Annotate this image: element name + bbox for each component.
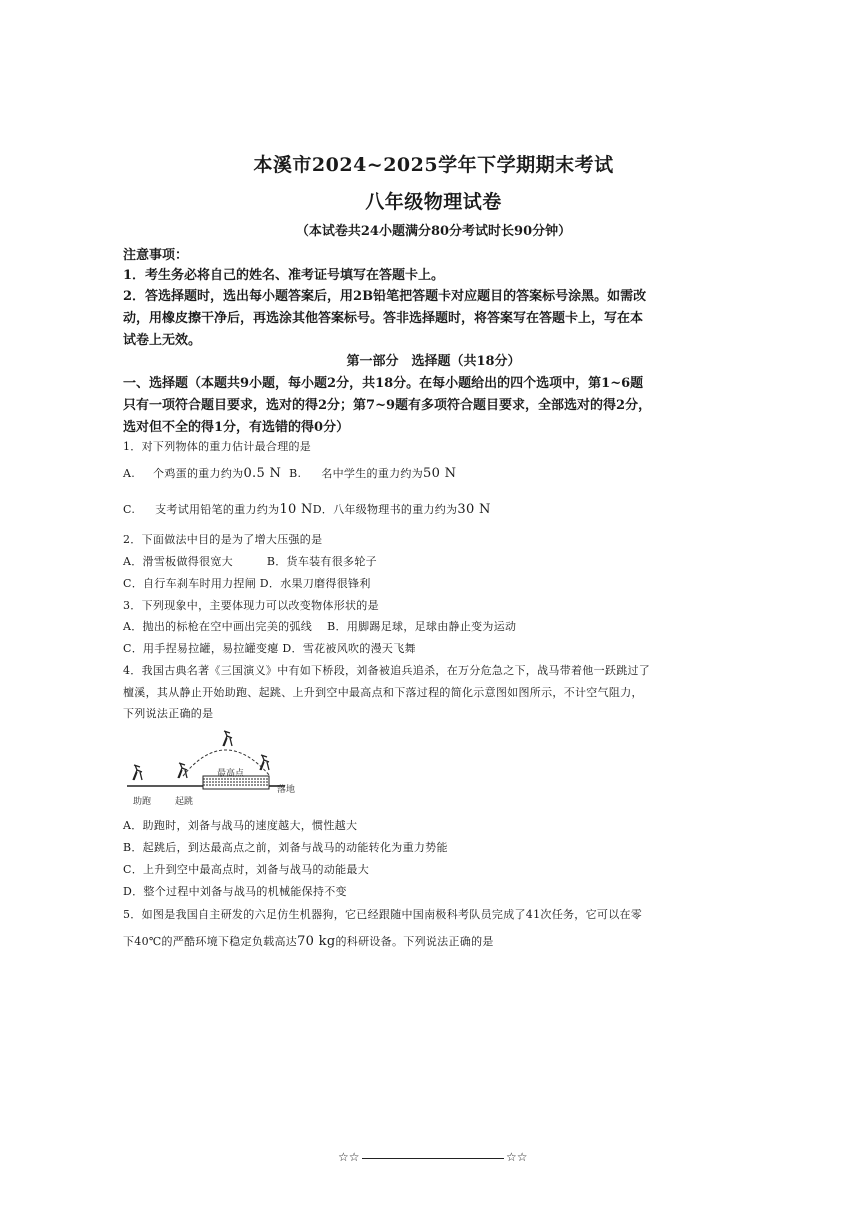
q4-option-a: A．助跑时，刘备与战马的速度越大，惯性越大 (123, 819, 358, 832)
part1-instructions-line-2: 只有一项符合题目要求，选对的得2分；第7~9题有多项符合题目要求，全部选对的得2分， (123, 398, 652, 413)
q1-option-b-value: 50 N (423, 466, 457, 481)
exam-title: 本溪市2024~2025学年下学期期末考试 (253, 154, 614, 176)
fig-label-land: 落地 (277, 785, 296, 795)
part1-instructions-line-1: 一、选择题（本题共9小题，每小题2分，共18分。在每小题给出的四个选项中，第1~6题 (123, 376, 644, 391)
q1-option-c-value: 10 N (279, 502, 313, 517)
q4-option-b: B．起跳后，到达最高点之前，刘备与战马的动能转化为重力势能 (123, 841, 448, 854)
q4-stem-line-1: 4．我国古典名著《三国演义》中有如下桥段，刘备被追兵追杀，在万分危急之下，战马带着他一跃跳过了 (123, 664, 651, 677)
footer-rule (362, 1158, 504, 1159)
q1-option-d-text: D．八年级物理书的重力约为 (312, 503, 458, 516)
q4-jump-diagram (125, 728, 305, 808)
q1-option-a-label: A. (123, 467, 136, 480)
notice-item-2-line-2: 动，用橡皮擦干净后，再选涂其他答案标号。答非选择题时，将答案写在答题卡上，写在本 (123, 311, 644, 326)
horse-rider-top-icon (223, 731, 232, 746)
q5-stem-line-1: 5．如图是我国自主研发的六足仿生机器狗，它已经跟随中国南极科考队员完成了41次任务，它可以在零 (123, 908, 643, 921)
notice-heading: 注意事项： (123, 248, 189, 263)
q4-jump-figure (125, 728, 305, 808)
q1-stem: 1．对下列物体的重力估计最合理的是 (123, 440, 312, 453)
part1-instructions-line-3: 选对但不全的得1分，有选错的得0分） (123, 420, 350, 435)
footer-stars-left: ☆☆ (338, 1150, 360, 1164)
q5-stem-post: 的科研设备。下列说法正确的是 (335, 935, 494, 948)
q4-option-d: D．整个过程中刘备与战马的机械能保持不变 (123, 885, 347, 898)
q5-stem-line-2 (123, 933, 494, 949)
q5-stem-value: 70 kg (297, 934, 336, 949)
q3-options-cd: C．用手捏易拉罐，易拉罐变瘪 D．雪花被风吹的漫天飞舞 (123, 642, 416, 655)
notice-item-2-line-1: 2．答选择题时，选出每小题答案后，用2B铅笔把答题卡对应题目的答案标号涂黑。如需改 (123, 289, 647, 304)
q5-stem-pre: 下40℃的严酷环境下稳定负载高达 (123, 935, 298, 948)
q1-options-ab (123, 465, 456, 481)
q1-option-a-text: 个鸡蛋的重力约为 (153, 467, 244, 480)
notice-item-1: 1．考生务必将自己的姓名、准考证号填写在答题卡上。 (123, 268, 445, 283)
fig-label-run: 助跑 (133, 797, 152, 807)
horse-rider-fall-icon (260, 755, 269, 770)
q3-stem: 3．下列现象中，主要体现力可以改变物体形状的是 (123, 599, 379, 612)
q2-options-ab: A．滑雪板做得很宽大 B．货车装有很多轮子 (123, 555, 377, 568)
q2-options-cd: C．自行车刹车时用力捏闸 D．水果刀磨得很锋利 (123, 577, 371, 590)
q1-option-b-text: 名中学生的重力约为 (321, 467, 424, 480)
exam-subtitle: 八年级物理试卷 (365, 191, 502, 213)
fig-label-top: 最高点 (217, 769, 245, 779)
horse-rider-run-icon (133, 765, 142, 780)
q1-option-a-value: 0.5 N (243, 466, 282, 481)
notice-item-2-line-3: 试卷上无效。 (123, 333, 202, 348)
horse-rider-jump-icon (178, 763, 187, 778)
q1-option-c-label: C. (123, 503, 136, 516)
part1-heading: 第一部分 选择题（共18分） (346, 354, 521, 369)
q4-option-c: C．上升到空中最高点时，刘备与战马的动能最大 (123, 863, 370, 876)
q1-option-c-text: 支考试用铅笔的重力约为 (155, 503, 280, 516)
q2-stem: 2．下面做法中目的是为了增大压强的是 (123, 533, 323, 546)
exam-info: （本试卷共24小题满分80分考试时长90分钟） (295, 224, 572, 239)
q4-stem-line-3: 下列说法正确的是 (123, 707, 214, 720)
q4-stem-line-2: 檀溪，其从静止开始助跑、起跳、上升到空中最高点和下落过程的简化示意图如图所示，不计空气阻力， (123, 686, 643, 699)
q1-option-b-label: B. (289, 467, 302, 480)
q3-options-ab: A．抛出的标枪在空中画出完美的弧线 B．用脚踢足球，足球由静止变为运动 (123, 620, 517, 633)
q1-option-d-value: 30 N (457, 502, 491, 517)
footer-stars-right: ☆☆ (506, 1150, 528, 1164)
fig-label-jump: 起跳 (175, 797, 194, 807)
q1-options-cd (123, 501, 491, 517)
